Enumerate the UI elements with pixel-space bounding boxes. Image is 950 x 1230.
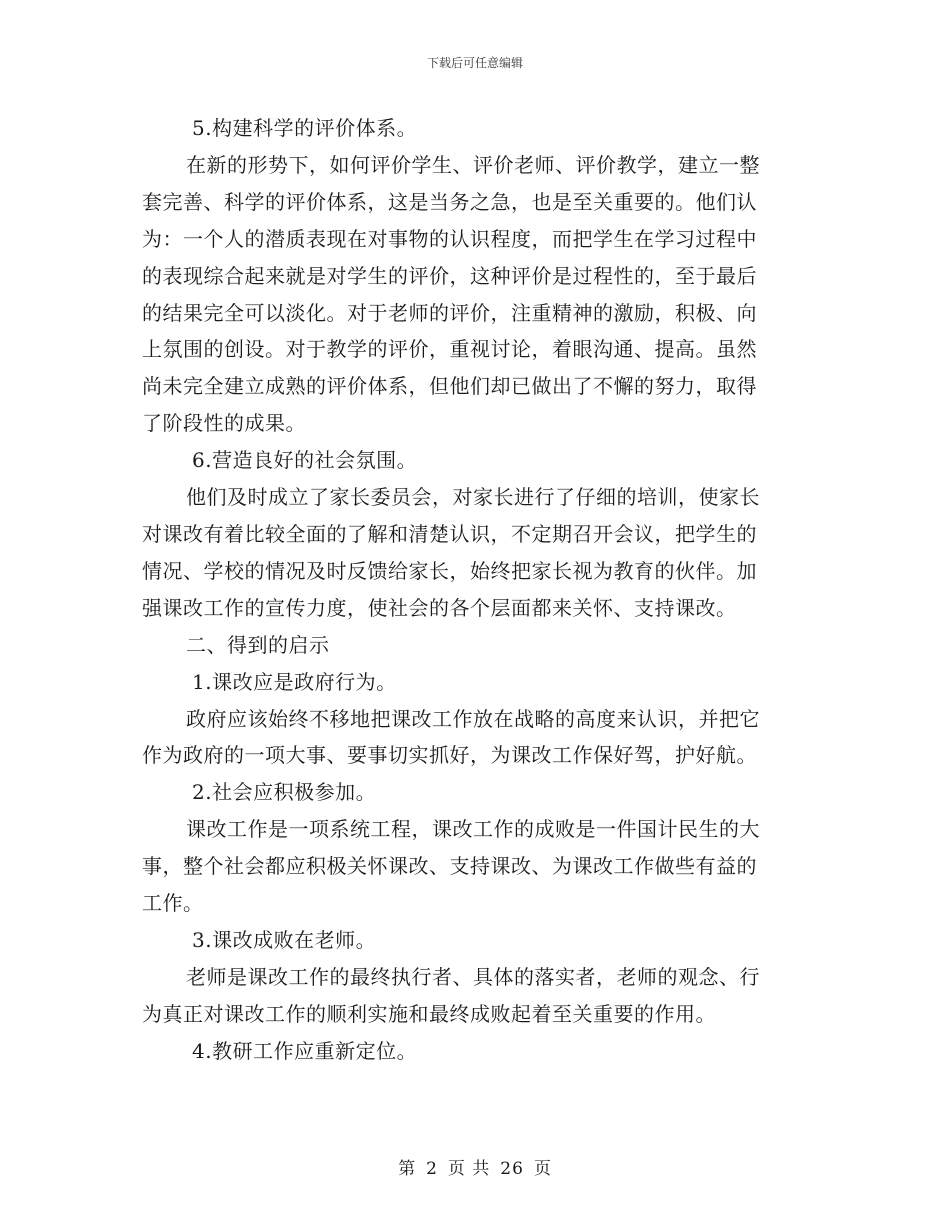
paragraph-line: 了阶段性的成果。 bbox=[142, 411, 306, 436]
paragraph-line: 他们及时成立了家长委员会，对家长进行了仔细的培训，使家长 bbox=[186, 485, 760, 510]
paragraph-line: 政府应该始终不移地把课改工作放在战略的高度来认识，并把它 bbox=[186, 706, 760, 731]
paragraph-line: 对课改有着比较全面的了解和清楚认识，不定期召开会议，把学生的 bbox=[142, 521, 757, 546]
section-heading: 5.构建科学的评价体系。 bbox=[192, 116, 418, 140]
section-heading: 6.营造良好的社会氛围。 bbox=[192, 448, 418, 473]
section-heading: 4.教研工作应重新定位。 bbox=[192, 1038, 418, 1063]
paragraph-line: 上氛围的创设。对于教学的评价，重视讨论，着眼沟通、提高。虽然 bbox=[142, 337, 757, 362]
section-heading: 2.社会应积极参加。 bbox=[192, 780, 377, 805]
footer-middle: 页 共 bbox=[447, 1159, 491, 1179]
paragraph-line: 尚未完全建立成熟的评价体系，但他们却已做出了不懈的努力，取得 bbox=[142, 374, 757, 399]
paragraph-line: 为真正对课改工作的顺利实施和最终成败起着至关重要的作用。 bbox=[142, 1001, 716, 1026]
chapter-heading: 二、得到的启示 bbox=[186, 632, 330, 657]
paragraph-line: 情况、学校的情况及时反馈给家长，始终把家长视为教育的伙伴。加 bbox=[142, 558, 757, 583]
paragraph-line: 工作。 bbox=[142, 891, 204, 916]
paragraph-line: 套完善、科学的评价体系，这是当务之急，也是至关重要的。他们认 bbox=[142, 189, 757, 214]
paragraph-line: 强课改工作的宣传力度，使社会的各个层面都来关怀、支持课改。 bbox=[142, 595, 737, 620]
paragraph-line: 为：一个人的潜质表现在对事物的认识程度，而把学生在学习过程中 bbox=[142, 226, 757, 251]
paragraph-line: 事，整个社会都应积极关怀课改、支持课改、为课改工作做些有益的 bbox=[142, 854, 757, 879]
paragraph-line: 的表现综合起来就是对学生的评价，这种评价是过程性的，至于最后 bbox=[142, 263, 757, 288]
section-heading: 1.课改应是政府行为。 bbox=[192, 669, 397, 694]
document-body bbox=[142, 110, 806, 1070]
footer-page-number: 2 bbox=[426, 1159, 438, 1179]
footer-total-pages: 26 bbox=[500, 1159, 524, 1179]
header-note: 下载后可任意编辑 bbox=[426, 56, 523, 70]
paragraph-line: 在新的形势下，如何评价学生、评价老师、评价教学，建立一整 bbox=[186, 152, 760, 177]
paragraph-line: 老师是课改工作的最终执行者、具体的落实者，老师的观念、行 bbox=[186, 964, 760, 989]
paragraph-line: 作为政府的一项大事、要事切实抓好，为课改工作保好驾，护好航。 bbox=[142, 743, 757, 768]
section-heading: 3.课改成败在老师。 bbox=[192, 927, 377, 952]
footer-suffix: 页 bbox=[533, 1159, 552, 1179]
paragraph-line: 的结果完全可以淡化。对于老师的评价，注重精神的激励，积极、向 bbox=[142, 300, 757, 325]
paragraph-line: 课改工作是一项系统工程，课改工作的成败是一件国计民生的大 bbox=[186, 817, 760, 842]
page-footer bbox=[0, 1154, 950, 1179]
footer-prefix: 第 bbox=[398, 1159, 417, 1179]
